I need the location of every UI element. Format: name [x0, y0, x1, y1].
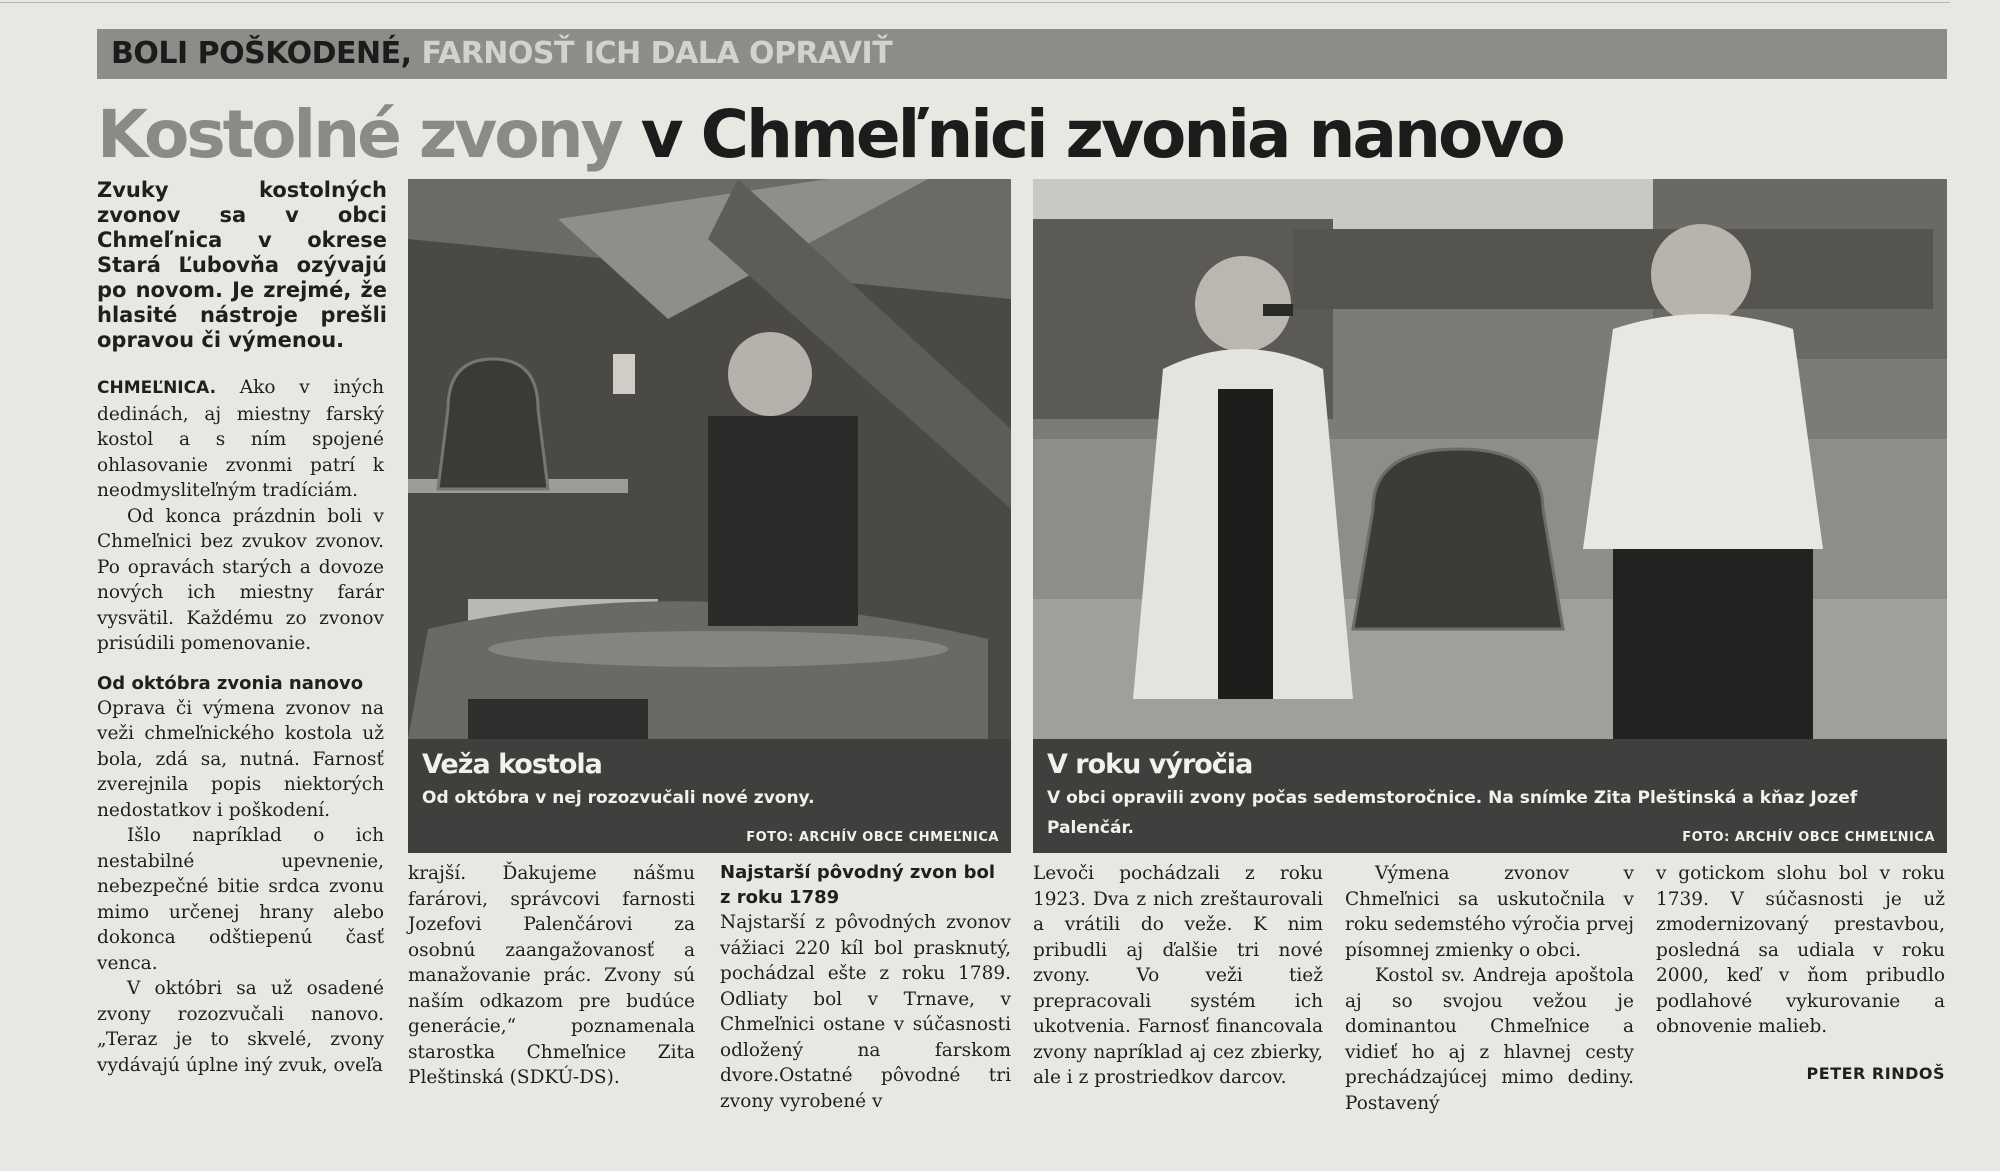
photo-1-caption-title: Veža kostola [422, 749, 602, 780]
column-1-paragraph-4: Išlo napríklad o ich nestabilné upevnenie, nebezpečné bitie srdca zvonu mimo určenej hrany alebo dokonca odštiepenú časť venca. [97, 825, 384, 974]
column-1-paragraph-5: V októbri sa už osadené zvony rozozvučali nanovo. „Teraz je to skvelé, zvony vydávajú úplne iný zvuk, oveľa [97, 978, 384, 1076]
article-column-5 [1345, 861, 1634, 1116]
column-1-paragraph-1 [97, 375, 384, 504]
headline-part-2: v Chmeľnici zvonia nanovo [640, 96, 1563, 173]
kicker-part-1: BOLI POŠKODENÉ, [111, 36, 412, 71]
column-1-paragraph-3: Oprava či výmena zvonov na veži chmeľnického kostola už bola, zdá sa, nutná. Farnosť zverejnila popis niektorých nedostatkov i poškodení. [97, 697, 384, 821]
photo-2-caption-title: V roku výročia [1047, 749, 1253, 780]
column-1-paragraph-1-text: Ako v iných dedinách, aj miestny farský kostol a s ním spojené ohlasovanie zvonmi patrí k neodmysliteľným tradíciám. [97, 377, 384, 501]
headline [97, 95, 1947, 175]
article-column-2 [408, 861, 695, 1091]
article-column-1 [97, 375, 384, 1078]
column-3-paragraph-1: Najstarší z pôvodných zvonov vážiaci 220 kíl bol prasknutý, pochádzal ešte z roku 1789. Odliaty bol v Trnave, v Chmeľnici ostane v súčasnosti odložený na farskom dvore.Ostatné pôvodné tri zvony vyrobené v [720, 912, 1011, 1112]
headline-part-1: Kostolné zvony [97, 96, 621, 173]
photo-2-credit: FOTO: ARCHÍV OBCE CHMEĽNICA [1682, 830, 1935, 845]
column-1-paragraph-2: Od konca prázdnin boli v Chmeľnici bez zvukov zvonov. Po opravách starých a dovoze nových ich miestny farár vysvätil. Každému zo zvonov prisúdili pomenovanie. [97, 505, 384, 654]
photo-bell-tower [408, 179, 1011, 739]
article-column-3 [720, 860, 1011, 1114]
column-5-paragraph-1: Výmena zvonov v Chmeľnici sa uskutočnila v roku sedemstého výročia prvej písomnej zmienky o obci. [1345, 863, 1634, 961]
column-5-paragraph-2: Kostol sv. Andreja apoštola aj so svojou vežou je dominantou Chmeľnice a vidieť ho aj z hlavnej cesty prechádzajúcej mimo dediny. Postavený [1345, 965, 1634, 1114]
byline: PETER RINDOŠ [1806, 1064, 1945, 1083]
dateline: CHMEĽNICA. [97, 378, 217, 398]
kicker-bar [97, 29, 1947, 79]
column-6-paragraph-1: v gotickom slohu bol v roku 1739. V súčasnosti je už zmodernizovaný prestavbou, posledná sa udiala v roku 2000, keď v ňom pribudlo podlahové vykurovanie a obnovenie malieb. [1656, 863, 1945, 1037]
lead-paragraph: Zvuky kostolných zvonov sa v obci Chmeľnica v okrese Stará Ľubovňa ozývajú po novom. Je zrejmé, že hlasité nástroje prešli opravou či výmenou. [97, 178, 387, 352]
photo-1-caption [408, 739, 1011, 853]
subheading-2: Najstarší pôvodný zvon bol z roku 1789 [720, 862, 996, 908]
column-2-paragraph-1: krajší. Ďakujeme nášmu farárovi, správcovi farnosti Jozefovi Palenčárovi za osobnú zaangažovanosť a manažovanie prác. Zvony sú naším odkazom pre budúce generácie,“ poznamenala starostka Chmeľnice Zita Pleštinská (SDKÚ-DS). [408, 863, 695, 1088]
photo-1-caption-text: Od októbra v nej rozozvučali nové zvony. [422, 788, 815, 808]
article-column-6 [1656, 861, 1945, 1040]
subheading-1: Od októbra zvonia nanovo [97, 672, 364, 694]
page-top-rule [0, 2, 1950, 3]
photo-1-credit: FOTO: ARCHÍV OBCE CHMEĽNICA [746, 830, 999, 845]
article-column-4 [1033, 861, 1323, 1091]
photo-2-caption-text: V obci opravili zvony počas sedemstoročnice. Na snímke Zita Pleštinská a kňaz Jozef Palenčár. [1047, 788, 1858, 838]
kicker-part-2: FARNOSŤ ICH DALA OPRAVIŤ [421, 36, 893, 71]
column-4-paragraph-1: Levoči pochádzali z roku 1923. Dva z nich zreštaurovali a vrátili do veže. K nim pribudli aj ďalšie tri nové zvony. Vo veži tiež prepracovali systém ich ukotvenia. Farnosť financovala zvony napríklad aj cez zbierky, ale i z prostriedkov darcov. [1033, 863, 1323, 1088]
photo-new-bells [1033, 179, 1947, 739]
photo-2-caption [1033, 739, 1947, 853]
